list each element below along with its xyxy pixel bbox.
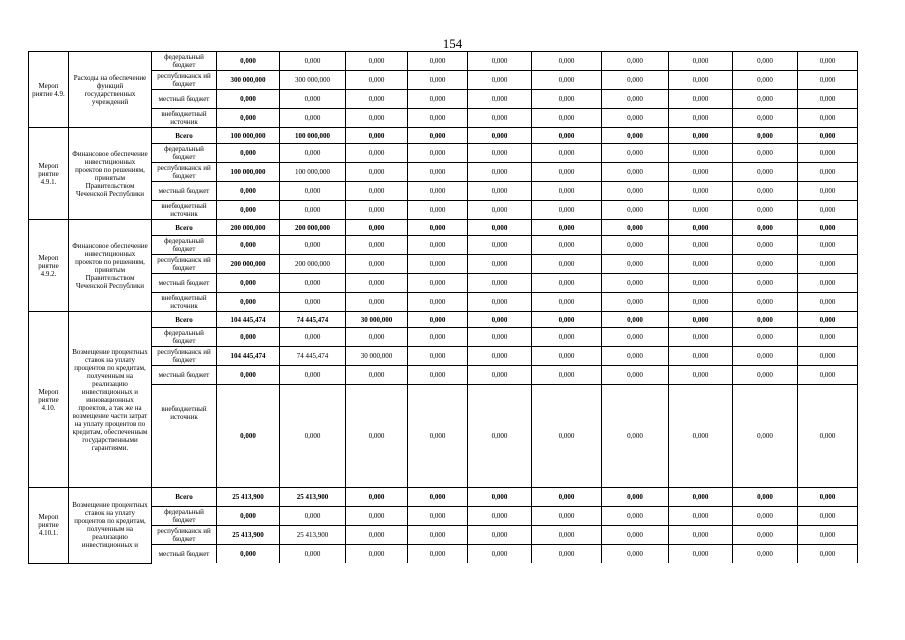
value-cell: 0,000 [346, 109, 408, 128]
value-cell: 0,000 [532, 90, 602, 109]
value-cell: 0,000 [468, 220, 532, 236]
measure-description: Финансовое обеспечение инвестиционных проектов по решениям, принятым Правительством Чеченской Республики [69, 220, 152, 312]
table-row [29, 274, 858, 293]
value-cell: 0,000 [669, 488, 733, 507]
value-cell: 0,000 [733, 507, 798, 526]
value-cell: 30 000,000 [346, 347, 408, 366]
value-cell: 0,000 [532, 545, 602, 564]
value-cell: 0,000 [669, 52, 733, 71]
value-cell: 0,000 [733, 274, 798, 293]
value-cell: 0,000 [532, 366, 602, 385]
value-cell: 0,000 [798, 182, 858, 201]
value-cell: 0,000 [408, 182, 468, 201]
value-cell: 0,000 [669, 507, 733, 526]
table-row [29, 347, 858, 366]
value-cell: 0,000 [798, 90, 858, 109]
value-cell: 0,000 [408, 526, 468, 545]
value-cell: 0,000 [217, 109, 280, 128]
value-cell: 0,000 [669, 220, 733, 236]
value-cell: 0,000 [408, 507, 468, 526]
value-cell: 0,000 [468, 312, 532, 328]
table-row [29, 236, 858, 255]
value-cell: 0,000 [468, 385, 532, 488]
value-cell: 0,000 [408, 128, 468, 144]
value-cell: 0,000 [602, 236, 669, 255]
value-cell: 0,000 [346, 488, 408, 507]
value-cell: 0,000 [346, 220, 408, 236]
value-cell: 0,000 [280, 328, 346, 347]
value-cell: 0,000 [346, 71, 408, 90]
value-cell: 0,000 [468, 293, 532, 312]
value-cell: 0,000 [280, 507, 346, 526]
value-cell: 0,000 [733, 347, 798, 366]
value-cell: 0,000 [669, 128, 733, 144]
table-row [29, 526, 858, 545]
measure-code: Мероп риятие 4.9.2. [29, 220, 69, 312]
value-cell: 0,000 [468, 526, 532, 545]
value-cell: 0,000 [798, 347, 858, 366]
funding-source: федеральный бюджет [152, 144, 217, 163]
value-cell: 0,000 [346, 545, 408, 564]
value-cell: 0,000 [280, 144, 346, 163]
value-cell: 100 000,000 [217, 163, 280, 182]
value-cell: 0,000 [798, 366, 858, 385]
value-cell: 0,000 [280, 274, 346, 293]
value-cell: 0,000 [733, 128, 798, 144]
table-row [29, 366, 858, 385]
value-cell: 0,000 [217, 545, 280, 564]
value-cell: 0,000 [602, 274, 669, 293]
table-row [29, 182, 858, 201]
value-cell: 0,000 [408, 255, 468, 274]
value-cell: 0,000 [532, 507, 602, 526]
value-cell: 0,000 [532, 109, 602, 128]
page-number: 154 [442, 36, 463, 51]
value-cell: 0,000 [408, 545, 468, 564]
value-cell: 0,000 [669, 312, 733, 328]
value-cell: 0,000 [346, 328, 408, 347]
value-cell: 0,000 [217, 507, 280, 526]
measure-code: Мероп риятие 4.9. [29, 52, 69, 128]
table-row [29, 293, 858, 312]
table-row [29, 328, 858, 347]
value-cell: 0,000 [669, 90, 733, 109]
funding-source: федеральный бюджет [152, 236, 217, 255]
measure-description: Расходы на обеспечение функций государственных учреждений [69, 52, 152, 128]
value-cell: 0,000 [346, 163, 408, 182]
funding-source: Всего [152, 220, 217, 236]
value-cell: 0,000 [733, 90, 798, 109]
value-cell: 0,000 [346, 201, 408, 220]
value-cell: 0,000 [733, 144, 798, 163]
value-cell: 0,000 [602, 385, 669, 488]
value-cell: 0,000 [602, 90, 669, 109]
value-cell: 0,000 [602, 71, 669, 90]
value-cell: 0,000 [468, 255, 532, 274]
value-cell: 300 000,000 [217, 71, 280, 90]
value-cell: 0,000 [280, 201, 346, 220]
value-cell: 0,000 [602, 109, 669, 128]
table-row [29, 255, 858, 274]
value-cell: 0,000 [602, 128, 669, 144]
value-cell: 0,000 [532, 312, 602, 328]
value-cell: 0,000 [217, 293, 280, 312]
value-cell: 0,000 [669, 274, 733, 293]
value-cell: 0,000 [532, 526, 602, 545]
value-cell: 0,000 [468, 144, 532, 163]
value-cell: 0,000 [798, 201, 858, 220]
value-cell: 0,000 [798, 312, 858, 328]
value-cell: 0,000 [468, 328, 532, 347]
value-cell: 0,000 [733, 526, 798, 545]
value-cell: 0,000 [602, 507, 669, 526]
table-row [29, 71, 858, 90]
value-cell: 0,000 [798, 545, 858, 564]
value-cell: 0,000 [346, 274, 408, 293]
value-cell: 0,000 [669, 526, 733, 545]
value-cell: 0,000 [468, 109, 532, 128]
funding-source: внебюджетный источник [152, 385, 217, 488]
value-cell: 25 413,900 [280, 488, 346, 507]
value-cell: 0,000 [602, 293, 669, 312]
measure-description: Финансовое обеспечение инвестиционных проектов по решениям, принятым Правительством Чеченской Республики [69, 128, 152, 220]
value-cell: 0,000 [669, 182, 733, 201]
value-cell: 0,000 [532, 274, 602, 293]
funding-source: федеральный бюджет [152, 52, 217, 71]
measure-code: Мероп риятие 4.10.1. [29, 488, 69, 564]
value-cell: 0,000 [602, 144, 669, 163]
value-cell: 0,000 [468, 274, 532, 293]
value-cell: 0,000 [798, 274, 858, 293]
value-cell: 100 000,000 [217, 128, 280, 144]
value-cell: 0,000 [280, 236, 346, 255]
value-cell: 0,000 [798, 128, 858, 144]
value-cell: 0,000 [217, 182, 280, 201]
table-row [29, 507, 858, 526]
value-cell: 0,000 [798, 109, 858, 128]
table-row [29, 312, 858, 328]
value-cell: 0,000 [733, 109, 798, 128]
value-cell: 0,000 [408, 385, 468, 488]
value-cell: 0,000 [532, 144, 602, 163]
value-cell: 0,000 [669, 385, 733, 488]
value-cell: 0,000 [798, 255, 858, 274]
value-cell: 0,000 [532, 255, 602, 274]
funding-source: внебюджетный источник [152, 201, 217, 220]
funding-source: республиканск ий бюджет [152, 163, 217, 182]
value-cell: 0,000 [280, 182, 346, 201]
funding-source: местный бюджет [152, 182, 217, 201]
measure-description: Возмещение процентных ставок на уплату процентов по кредитам, полученным на реализацию инвестиционных и [69, 488, 152, 564]
value-cell: 0,000 [733, 366, 798, 385]
value-cell: 200 000,000 [280, 255, 346, 274]
value-cell: 0,000 [798, 526, 858, 545]
value-cell: 0,000 [217, 90, 280, 109]
value-cell: 0,000 [798, 220, 858, 236]
value-cell: 0,000 [532, 328, 602, 347]
table-row [29, 109, 858, 128]
value-cell: 0,000 [280, 293, 346, 312]
value-cell: 0,000 [733, 182, 798, 201]
value-cell: 0,000 [669, 293, 733, 312]
value-cell: 0,000 [733, 312, 798, 328]
value-cell: 0,000 [733, 385, 798, 488]
value-cell: 0,000 [217, 328, 280, 347]
value-cell: 100 000,000 [280, 128, 346, 144]
value-cell: 0,000 [532, 128, 602, 144]
value-cell: 0,000 [532, 347, 602, 366]
value-cell: 25 413,900 [217, 488, 280, 507]
value-cell: 0,000 [468, 163, 532, 182]
value-cell: 0,000 [532, 201, 602, 220]
value-cell: 0,000 [733, 201, 798, 220]
value-cell: 0,000 [733, 52, 798, 71]
value-cell: 0,000 [346, 236, 408, 255]
value-cell: 0,000 [408, 293, 468, 312]
value-cell: 0,000 [669, 144, 733, 163]
value-cell: 0,000 [798, 385, 858, 488]
value-cell: 0,000 [468, 545, 532, 564]
value-cell: 0,000 [408, 220, 468, 236]
value-cell: 0,000 [408, 52, 468, 71]
value-cell: 0,000 [532, 220, 602, 236]
funding-source: республиканск ий бюджет [152, 255, 217, 274]
value-cell: 0,000 [733, 71, 798, 90]
value-cell: 0,000 [798, 144, 858, 163]
value-cell: 0,000 [346, 526, 408, 545]
value-cell: 0,000 [217, 201, 280, 220]
table-row [29, 385, 858, 488]
value-cell: 0,000 [408, 201, 468, 220]
table-row [29, 488, 858, 507]
value-cell: 74 445,474 [280, 312, 346, 328]
funding-source: Всего [152, 312, 217, 328]
funding-source: Всего [152, 488, 217, 507]
value-cell: 0,000 [602, 488, 669, 507]
value-cell: 0,000 [602, 201, 669, 220]
value-cell: 104 445,474 [217, 347, 280, 366]
value-cell: 0,000 [408, 144, 468, 163]
value-cell: 0,000 [798, 507, 858, 526]
value-cell: 0,000 [346, 366, 408, 385]
value-cell: 30 000,000 [346, 312, 408, 328]
value-cell: 200 000,000 [217, 255, 280, 274]
value-cell: 0,000 [798, 52, 858, 71]
value-cell: 0,000 [217, 385, 280, 488]
value-cell: 0,000 [669, 366, 733, 385]
table-row [29, 163, 858, 182]
funding-source: внебюджетный источник [152, 293, 217, 312]
value-cell: 0,000 [669, 109, 733, 128]
value-cell: 0,000 [280, 366, 346, 385]
value-cell: 0,000 [798, 293, 858, 312]
funding-source: федеральный бюджет [152, 328, 217, 347]
value-cell: 0,000 [669, 545, 733, 564]
value-cell: 0,000 [669, 163, 733, 182]
value-cell: 100 000,000 [280, 163, 346, 182]
value-cell: 0,000 [408, 328, 468, 347]
value-cell: 0,000 [532, 163, 602, 182]
value-cell: 0,000 [602, 255, 669, 274]
funding-source: местный бюджет [152, 366, 217, 385]
value-cell: 0,000 [468, 488, 532, 507]
value-cell: 0,000 [602, 52, 669, 71]
value-cell: 0,000 [408, 71, 468, 90]
value-cell: 0,000 [408, 347, 468, 366]
table-row [29, 201, 858, 220]
value-cell: 0,000 [280, 385, 346, 488]
value-cell: 300 000,000 [280, 71, 346, 90]
value-cell: 0,000 [408, 312, 468, 328]
value-cell: 0,000 [798, 71, 858, 90]
value-cell: 74 445,474 [280, 347, 346, 366]
table-row [29, 128, 858, 144]
table-row [29, 545, 858, 564]
value-cell: 0,000 [408, 90, 468, 109]
value-cell: 0,000 [280, 109, 346, 128]
value-cell: 0,000 [602, 545, 669, 564]
value-cell: 0,000 [602, 220, 669, 236]
value-cell: 0,000 [408, 109, 468, 128]
value-cell: 0,000 [346, 385, 408, 488]
value-cell: 0,000 [468, 236, 532, 255]
value-cell: 0,000 [346, 144, 408, 163]
measure-code: Мероп риятие 4.10. [29, 312, 69, 488]
value-cell: 0,000 [669, 71, 733, 90]
measure-code: Мероп риятие 4.9.1. [29, 128, 69, 220]
value-cell: 0,000 [468, 347, 532, 366]
value-cell: 0,000 [346, 52, 408, 71]
funding-source: республиканск ий бюджет [152, 347, 217, 366]
value-cell: 0,000 [468, 128, 532, 144]
value-cell: 0,000 [532, 488, 602, 507]
value-cell: 0,000 [217, 274, 280, 293]
value-cell: 0,000 [346, 255, 408, 274]
value-cell: 25 413,900 [280, 526, 346, 545]
funding-source: республиканск ий бюджет [152, 526, 217, 545]
value-cell: 200 000,000 [217, 220, 280, 236]
value-cell: 0,000 [602, 182, 669, 201]
value-cell: 0,000 [669, 201, 733, 220]
funding-source: республиканск ий бюджет [152, 71, 217, 90]
value-cell: 0,000 [468, 201, 532, 220]
value-cell: 0,000 [408, 163, 468, 182]
value-cell: 0,000 [602, 347, 669, 366]
value-cell: 0,000 [408, 274, 468, 293]
value-cell: 0,000 [346, 90, 408, 109]
funding-source: федеральный бюджет [152, 507, 217, 526]
value-cell: 104 445,474 [217, 312, 280, 328]
value-cell: 0,000 [733, 488, 798, 507]
value-cell: 0,000 [532, 71, 602, 90]
value-cell: 0,000 [280, 90, 346, 109]
value-cell: 0,000 [532, 52, 602, 71]
value-cell: 0,000 [602, 366, 669, 385]
value-cell: 0,000 [346, 128, 408, 144]
value-cell: 0,000 [798, 488, 858, 507]
value-cell: 0,000 [733, 255, 798, 274]
funding-source: внебюджетный источник [152, 109, 217, 128]
funding-source: местный бюджет [152, 90, 217, 109]
value-cell: 0,000 [346, 182, 408, 201]
value-cell: 0,000 [468, 507, 532, 526]
value-cell: 0,000 [669, 328, 733, 347]
value-cell: 0,000 [532, 293, 602, 312]
value-cell: 25 413,900 [217, 526, 280, 545]
value-cell: 0,000 [408, 366, 468, 385]
value-cell: 0,000 [217, 144, 280, 163]
value-cell: 0,000 [669, 236, 733, 255]
value-cell: 0,000 [346, 507, 408, 526]
value-cell: 0,000 [280, 545, 346, 564]
value-cell: 0,000 [733, 236, 798, 255]
value-cell: 0,000 [602, 526, 669, 545]
value-cell: 0,000 [346, 293, 408, 312]
value-cell: 0,000 [798, 236, 858, 255]
value-cell: 0,000 [798, 328, 858, 347]
value-cell: 0,000 [217, 366, 280, 385]
value-cell: 0,000 [217, 52, 280, 71]
value-cell: 0,000 [602, 312, 669, 328]
value-cell: 0,000 [602, 163, 669, 182]
funding-source: Всего [152, 128, 217, 144]
funding-source: местный бюджет [152, 545, 217, 564]
value-cell: 0,000 [532, 182, 602, 201]
value-cell: 0,000 [468, 71, 532, 90]
value-cell: 0,000 [217, 236, 280, 255]
value-cell: 0,000 [408, 236, 468, 255]
value-cell: 0,000 [408, 488, 468, 507]
value-cell: 0,000 [468, 182, 532, 201]
value-cell: 0,000 [468, 52, 532, 71]
value-cell: 0,000 [532, 236, 602, 255]
value-cell: 0,000 [669, 347, 733, 366]
value-cell: 200 000,000 [280, 220, 346, 236]
value-cell: 0,000 [733, 293, 798, 312]
value-cell: 0,000 [532, 385, 602, 488]
value-cell: 0,000 [280, 52, 346, 71]
table-row [29, 220, 858, 236]
measure-description: Возмещение процентных ставок на уплату процентов по кредитам, полученным на реализацию инвестиционных и инновационных проектов, а так же на возмещение части затрат на уплату процентов по кредитам, обеспеченным государственными гарантиями. [69, 312, 152, 488]
value-cell: 0,000 [733, 163, 798, 182]
value-cell: 0,000 [798, 163, 858, 182]
budget-table [28, 51, 858, 564]
value-cell: 0,000 [669, 255, 733, 274]
value-cell: 0,000 [733, 328, 798, 347]
table-row [29, 90, 858, 109]
funding-source: местный бюджет [152, 274, 217, 293]
table-row [29, 52, 858, 71]
value-cell: 0,000 [602, 328, 669, 347]
value-cell: 0,000 [468, 366, 532, 385]
table-row [29, 144, 858, 163]
value-cell: 0,000 [468, 90, 532, 109]
value-cell: 0,000 [733, 545, 798, 564]
value-cell: 0,000 [733, 220, 798, 236]
